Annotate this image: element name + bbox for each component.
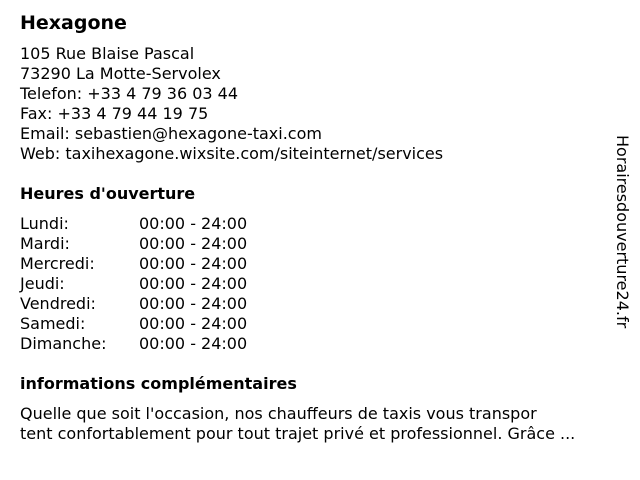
time-range: 00:00 - 24:00	[139, 314, 248, 333]
time-range: 00:00 - 24:00	[139, 334, 248, 353]
day-label: Samedi:	[20, 314, 86, 333]
hours-row-friday	[20, 294, 320, 314]
business-name: Hexagone	[20, 12, 127, 34]
contact-block	[20, 44, 443, 164]
additional-info-text	[20, 404, 632, 444]
address-street: 105 Rue Blaise Pascal	[20, 44, 195, 63]
hours-row-tuesday	[20, 234, 320, 254]
site-watermark: Horairesdouverture24.fr	[613, 135, 632, 329]
phone-number[interactable]: Telefon: +33 4 79 36 03 44	[20, 84, 239, 103]
day-label: Jeudi:	[20, 274, 65, 293]
opening-hours-heading: Heures d'ouverture	[20, 184, 196, 203]
hours-row-monday	[20, 214, 320, 234]
email-address[interactable]: Email: sebastien@hexagone-taxi.com	[20, 124, 322, 143]
time-range: 00:00 - 24:00	[139, 294, 248, 313]
fax-number: Fax: +33 4 79 44 19 75	[20, 104, 209, 123]
day-label: Mardi:	[20, 234, 70, 253]
day-label: Lundi:	[20, 214, 69, 233]
time-range: 00:00 - 24:00	[139, 274, 248, 293]
opening-hours-table	[20, 214, 320, 354]
day-label: Mercredi:	[20, 254, 95, 273]
time-range: 00:00 - 24:00	[139, 214, 248, 233]
day-label: Dimanche:	[20, 334, 107, 353]
additional-info-heading: informations complémentaires	[20, 374, 297, 393]
time-range: 00:00 - 24:00	[139, 254, 248, 273]
hours-row-sunday	[20, 334, 320, 354]
hours-row-wednesday	[20, 254, 320, 274]
hours-row-thursday	[20, 274, 320, 294]
hours-row-saturday	[20, 314, 320, 334]
day-label: Vendredi:	[20, 294, 96, 313]
time-range: 00:00 - 24:00	[139, 234, 248, 253]
address-city: 73290 La Motte-Servolex	[20, 64, 221, 83]
website-link[interactable]: Web: taxihexagone.wixsite.com/siteinternet/services	[20, 144, 444, 163]
description-line: tent confortablement pour tout trajet privé et professionnel. Grâce ...	[20, 424, 576, 443]
description-line: Quelle que soit l'occasion, nos chauffeurs de taxis vous transpor	[20, 404, 537, 423]
